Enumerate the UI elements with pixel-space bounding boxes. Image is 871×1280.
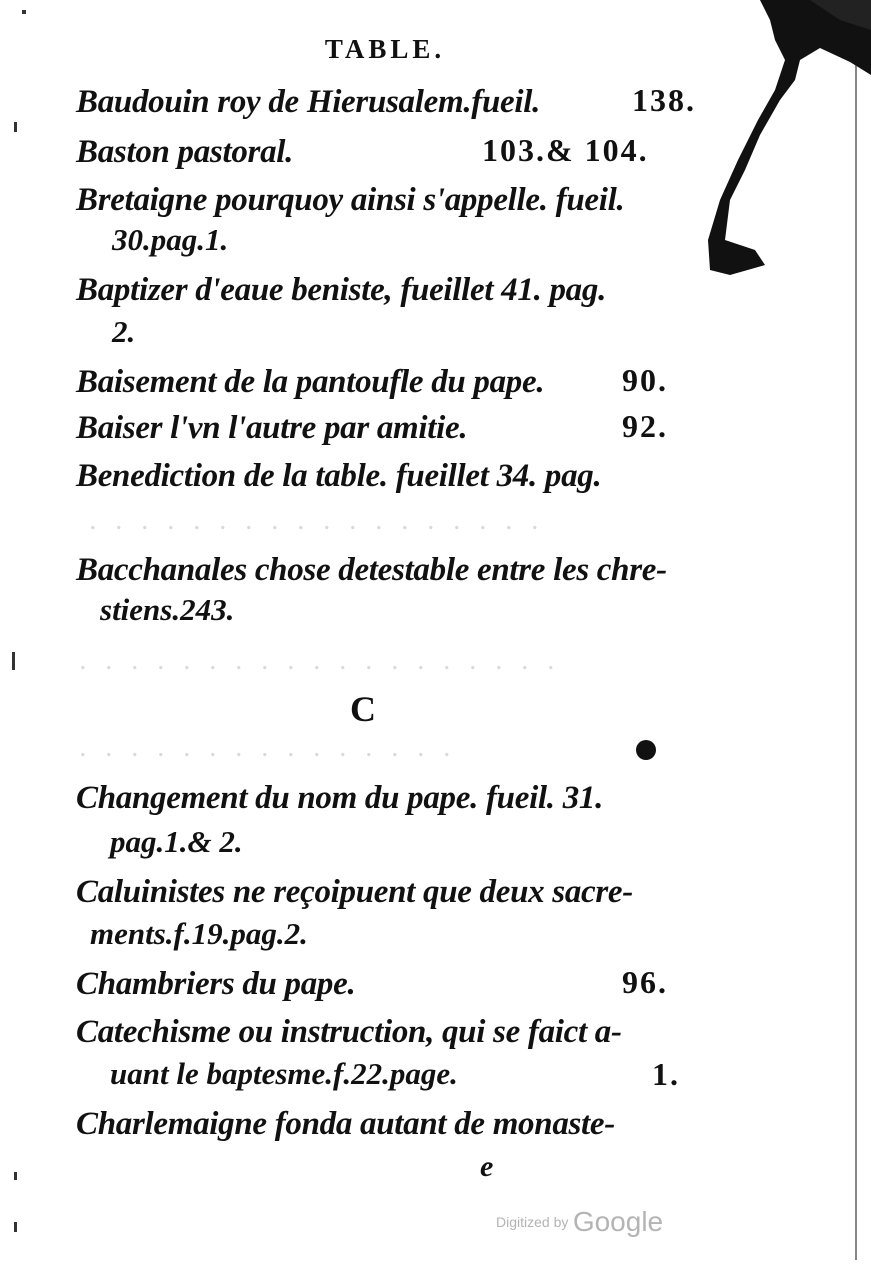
entry-text: Bacchanales chose detestable entre les chre- bbox=[76, 552, 667, 588]
index-entry bbox=[76, 82, 540, 122]
entry-continuation: uant le baptesme.f.22.page. bbox=[110, 1056, 458, 1091]
entry-text: Catechisme ou instruction, qui se faict a- bbox=[76, 1014, 622, 1050]
entry-ref: 138. bbox=[632, 82, 696, 118]
entry-continuation: stiens.243. bbox=[100, 592, 235, 627]
entry-continuation: 2. bbox=[112, 314, 136, 349]
index-entry bbox=[76, 778, 603, 818]
index-entry bbox=[76, 964, 355, 1004]
entry-ref: 1. bbox=[652, 1056, 680, 1092]
entry-text: Chambriers du pape. bbox=[76, 966, 356, 1002]
entry-text: Bretaigne pourquoy ainsi s'appelle. fueil. bbox=[76, 182, 625, 218]
index-entry bbox=[76, 408, 467, 448]
scan-speck bbox=[14, 1222, 17, 1232]
index-entry bbox=[76, 456, 601, 496]
entry-text: Changement du nom du pape. fueil. 31. bbox=[76, 780, 604, 816]
ink-dot bbox=[636, 740, 656, 760]
entry-ref: 92. bbox=[622, 408, 668, 444]
scan-speck bbox=[14, 1172, 17, 1180]
google-wordmark: Google bbox=[572, 1206, 664, 1237]
index-entry bbox=[76, 270, 606, 310]
index-entry bbox=[76, 1104, 615, 1144]
index-entry bbox=[76, 132, 293, 172]
catchword: e bbox=[480, 1150, 494, 1183]
show-through-text: . . . . . . . . . . . . . . . . . . . bbox=[80, 645, 561, 676]
scan-speck bbox=[14, 122, 17, 132]
entry-text: Baptizer d'eaue beniste, fueillet 41. pag. bbox=[76, 272, 607, 308]
section-letter: C bbox=[350, 689, 376, 729]
entry-text: Baudouin roy de Hierusalem.fueil. bbox=[76, 84, 541, 120]
index-entry bbox=[76, 180, 624, 220]
entry-continuation: ments.f.19.pag.2. bbox=[90, 916, 308, 951]
scan-speck bbox=[22, 10, 26, 14]
watermark-prefix: Digitized by bbox=[496, 1214, 569, 1230]
entry-ref: 103.& 104. bbox=[482, 132, 649, 168]
entry-text: Caluinistes ne reçoipuent que deux sacre- bbox=[76, 874, 633, 910]
show-through-text: . . . . . . . . . . . . . . . bbox=[80, 732, 457, 763]
entry-text: Benediction de la table. fueillet 34. pag. bbox=[76, 458, 602, 494]
index-entry bbox=[76, 872, 633, 912]
entry-ref: 96. bbox=[622, 964, 668, 1000]
index-entry bbox=[76, 550, 667, 590]
ink-stain bbox=[700, 0, 871, 300]
entry-continuation: 30.pag.1. bbox=[112, 222, 229, 257]
digitized-by-google-watermark bbox=[496, 1206, 663, 1238]
entry-text: Baston pastoral. bbox=[76, 134, 294, 170]
table-heading: TABLE. bbox=[324, 34, 446, 64]
entry-ref: 90. bbox=[622, 362, 668, 398]
index-entry bbox=[76, 1012, 622, 1052]
scan-speck bbox=[12, 652, 15, 670]
entry-continuation: pag.1.& 2. bbox=[110, 824, 243, 859]
show-through-text: . . . . . . . . . . . . . . . . . . bbox=[90, 505, 545, 536]
entry-text: Baiser l'vn l'autre par amitie. bbox=[76, 410, 468, 446]
entry-text: Charlemaigne fonda autant de monaste- bbox=[76, 1106, 615, 1142]
index-entry bbox=[76, 362, 544, 402]
entry-text: Baisement de la pantoufle du pape. bbox=[76, 364, 545, 400]
